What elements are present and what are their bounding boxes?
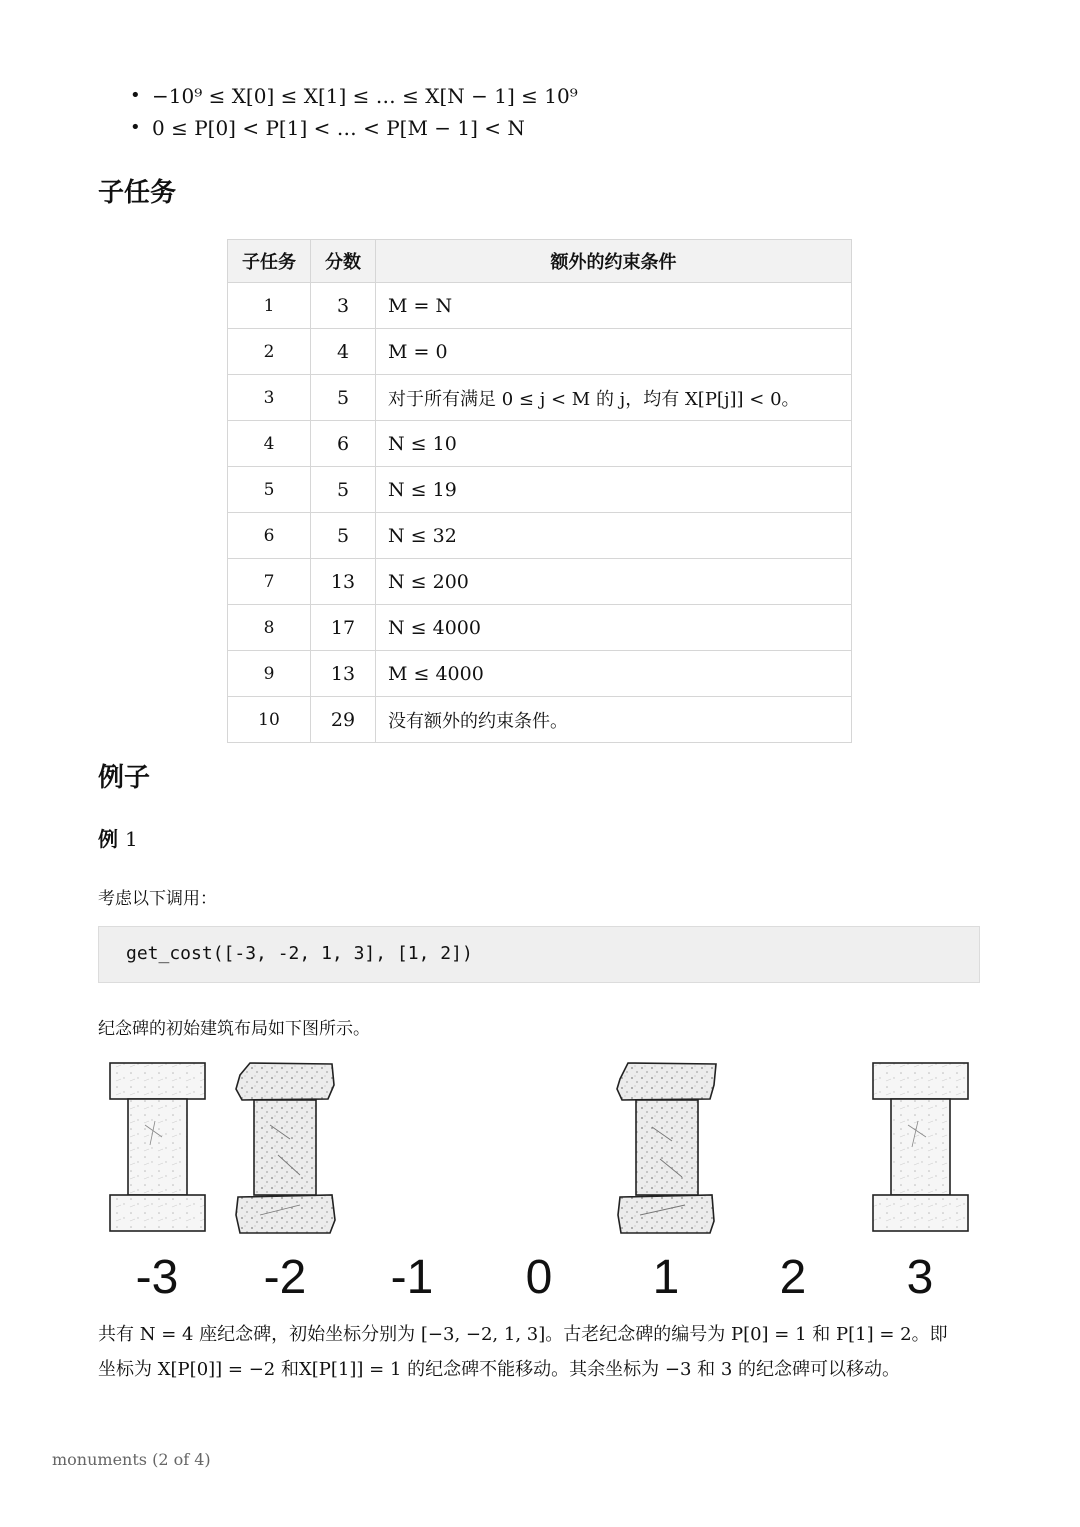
table-row [228, 513, 852, 559]
subtask-score: 13 [311, 559, 376, 605]
subtask-id: 3 [228, 375, 311, 421]
constraints-list [100, 80, 578, 144]
subtask-id: 8 [228, 605, 311, 651]
explanation-line-1: 共有 N = 4 座纪念碑，初始坐标分别为 [−3, −2, 1, 3]。古老纪念碑的编号为 P[0] = 1 和 P[1] = 2。即 [98, 1324, 948, 1345]
axis-label: -2 [263, 1251, 307, 1304]
table-row [228, 421, 852, 467]
code-line: get_cost([-3, -2, 1, 3], [1, 2]) [126, 943, 473, 964]
axis-label: 2 [779, 1251, 807, 1304]
subtask-constraint: N ≤ 200 [376, 559, 852, 605]
explanation-line-2: 坐标为 X[P[0]] = −2 和X[P[1]] = 1 的纪念碑不能移动。其余坐标为 −3 和 3 的纪念碑可以移动。 [98, 1359, 901, 1380]
table-row [228, 697, 852, 743]
subtask-score: 17 [311, 605, 376, 651]
axis-label: 3 [906, 1251, 934, 1304]
code-block [98, 926, 980, 983]
examples-heading: 例子 [98, 763, 151, 793]
subtask-constraint: 对于所有满足 0 ≤ j < M 的 j，均有 X[P[j]] < 0。 [376, 375, 852, 421]
example-explanation [98, 1317, 988, 1387]
example-1-heading-prefix: 例 [98, 827, 118, 851]
example-1-heading [98, 823, 138, 852]
ancient-monument-icon [617, 1063, 716, 1233]
table-row [228, 467, 852, 513]
subtask-score: 3 [311, 283, 376, 329]
axis-label: 1 [652, 1251, 680, 1304]
subtask-constraint: N ≤ 19 [376, 467, 852, 513]
constraint-x-range: • −10⁹ ≤ X[0] ≤ X[1] ≤ … ≤ X[N − 1] ≤ 10⁹ [100, 80, 578, 112]
monument-icon [110, 1063, 205, 1231]
subtask-score: 4 [311, 329, 376, 375]
subtask-constraint: N ≤ 10 [376, 421, 852, 467]
subtask-id: 2 [228, 329, 311, 375]
constraint-p-range: • 0 ≤ P[0] < P[1] < … < P[M − 1] < N [100, 112, 578, 144]
header-subtask: 子任务 [228, 240, 311, 283]
subtask-score: 5 [311, 375, 376, 421]
table-row [228, 375, 852, 421]
subtask-score: 6 [311, 421, 376, 467]
subtask-score: 5 [311, 513, 376, 559]
subtask-score: 13 [311, 651, 376, 697]
header-constraints: 额外的约束条件 [376, 240, 852, 283]
layout-description: 纪念碑的初始建筑布局如下图所示。 [98, 1019, 370, 1039]
subtask-score: 5 [311, 467, 376, 513]
axis-label: -3 [135, 1251, 179, 1304]
header-score: 分数 [311, 240, 376, 283]
page-footer: monuments (2 of 4) [52, 1450, 211, 1469]
subtask-constraint: M = 0 [376, 329, 852, 375]
subtask-constraint: M = N [376, 283, 852, 329]
subtasks-heading: 子任务 [98, 178, 177, 208]
subtask-constraint: N ≤ 4000 [376, 605, 852, 651]
table-row [228, 283, 852, 329]
subtask-id: 4 [228, 421, 311, 467]
subtask-constraint: M ≤ 4000 [376, 651, 852, 697]
subtask-id: 1 [228, 283, 311, 329]
subtask-constraint: 没有额外的约束条件。 [376, 697, 852, 743]
subtask-id: 7 [228, 559, 311, 605]
table-row [228, 329, 852, 375]
monument-icon [873, 1063, 968, 1231]
subtask-score: 29 [311, 697, 376, 743]
subtask-id: 10 [228, 697, 311, 743]
subtasks-table [227, 239, 852, 743]
subtask-id: 6 [228, 513, 311, 559]
subtask-id: 5 [228, 467, 311, 513]
table-row [228, 605, 852, 651]
subtask-constraint: N ≤ 32 [376, 513, 852, 559]
table-row [228, 651, 852, 697]
monument-diagram [100, 1055, 980, 1305]
ancient-monument-icon [236, 1063, 335, 1233]
table-row [228, 559, 852, 605]
example-1-heading-number: 1 [124, 827, 138, 851]
table-header-row [228, 240, 852, 283]
example-intro: 考虑以下调用： [98, 889, 217, 909]
axis-label: 0 [525, 1251, 553, 1304]
subtask-id: 9 [228, 651, 311, 697]
axis-label: -1 [390, 1251, 434, 1304]
